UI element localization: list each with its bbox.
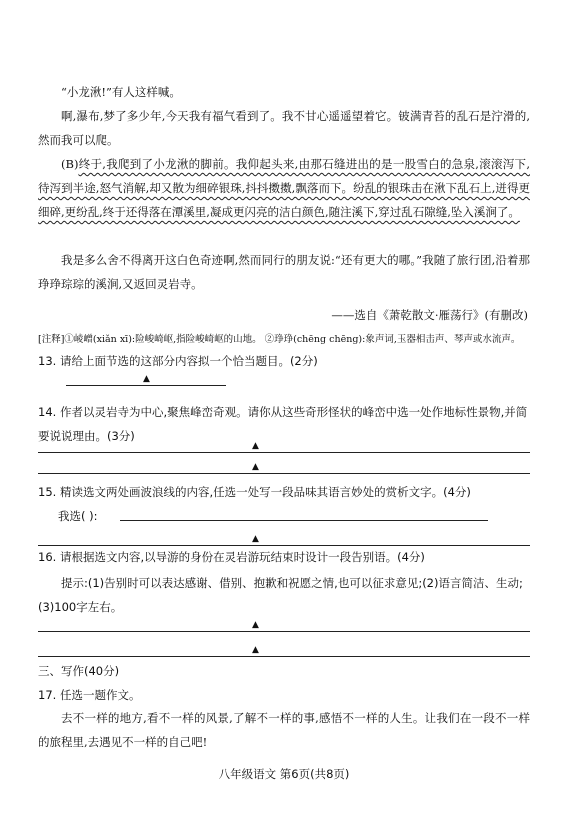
question-16: 16. 请根据选文内容,以导游的身份在灵岩游玩结束时设计一段告别语。(4分)	[38, 550, 425, 564]
writing-prompt: 去不一样的地方,看不一样的风景,了解不一样的事,感悟不一样的人生。让我们在一段不一样的旅程里,去遇见不一样的自己吧!	[38, 711, 530, 749]
q14-answer-line-2[interactable]	[38, 473, 530, 474]
q15-answer-line-1[interactable]	[120, 520, 488, 521]
passage-paragraph-4: 我是多么舍不得离开这白色奇迹啊,然而同行的朋友说:“还有更大的哪。”我随了旅行团,沿着那琤琤琮琮的溪涧,又返回灵岩寺。	[38, 253, 530, 291]
question-13: 13. 请给上面节选的这部分内容拟一个恰当题目。(2分)	[38, 354, 318, 368]
question-17: 17. 任选一题作文。	[38, 688, 141, 702]
question-14: 14. 作者以灵岩寺为中心,聚焦峰峦奇观。请你从这些奇形怪状的峰峦中选一处作地标性景物,并简要说说理由。(3分)	[38, 405, 528, 443]
answer-marker: ▲	[252, 534, 259, 544]
paragraph-b-label: (B)	[61, 157, 79, 171]
passage-source: ——选自《萧乾散文·雁荡行》(有删改)	[331, 308, 528, 322]
passage-note: [注释]①崚嶒(xiǎn xī):险峻崎岖,指险峻崎岖的山地。 ②琤琤(chēng chēng):象声词,玉器相击声、琴声或水流声。	[38, 334, 521, 345]
q16-answer-line-2[interactable]	[38, 656, 530, 657]
answer-marker: ▲	[252, 462, 259, 472]
q16-hint: 提示:(1)告别时可以表达感谢、借别、抱歉和祝愿之情,也可以征求意见;(2)语言简洁、生动;(3)100字左右。	[38, 576, 523, 614]
page-footer: 八年级语文 第6页(共8页)	[218, 767, 350, 781]
q13-answer-line[interactable]	[66, 385, 226, 386]
answer-marker: ▲	[252, 441, 259, 451]
wavy-underlined-text: 终于,我爬到了小龙湫的脚前。我仰起头来,由那石缝进出的是一股雪白的急泉,滚滚泻下,待泻到半途,怒气消解,却又散为细碎银珠,抖抖擞擞,飘落而下。纷乱的银珠击在湫下乱石上,迸得更细碎,更纷乱,终于还得落在潭溪里,凝成更闪亮的洁白颜色,随注溪下,穿过乱石隙缝,坠入溪涧了。	[38, 157, 530, 219]
question-15: 15. 精读选文两处画波浪线的内容,任选一处写一段品味其语言妙处的赏析文字。(4分)	[38, 485, 471, 499]
q14-answer-line-1[interactable]	[38, 452, 530, 453]
q15-choice-label: 我选( ):	[58, 509, 98, 523]
answer-marker: ▲	[143, 374, 150, 384]
answer-marker: ▲	[252, 620, 259, 630]
answer-marker: ▲	[252, 645, 259, 655]
passage-paragraph-2: 啊,瀑布,梦了多少年,今天我有福气看到了。我不甘心遥遥望着它。铍满青苔的乱石是泞滑的,然而我可以爬。	[38, 109, 530, 147]
q16-answer-line-1[interactable]	[38, 631, 530, 632]
passage-paragraph-1: “小龙湫!”有人这样喊。	[61, 85, 181, 99]
passage-paragraph-b	[38, 152, 530, 224]
section-3-heading: 三、写作(40分)	[38, 664, 120, 678]
